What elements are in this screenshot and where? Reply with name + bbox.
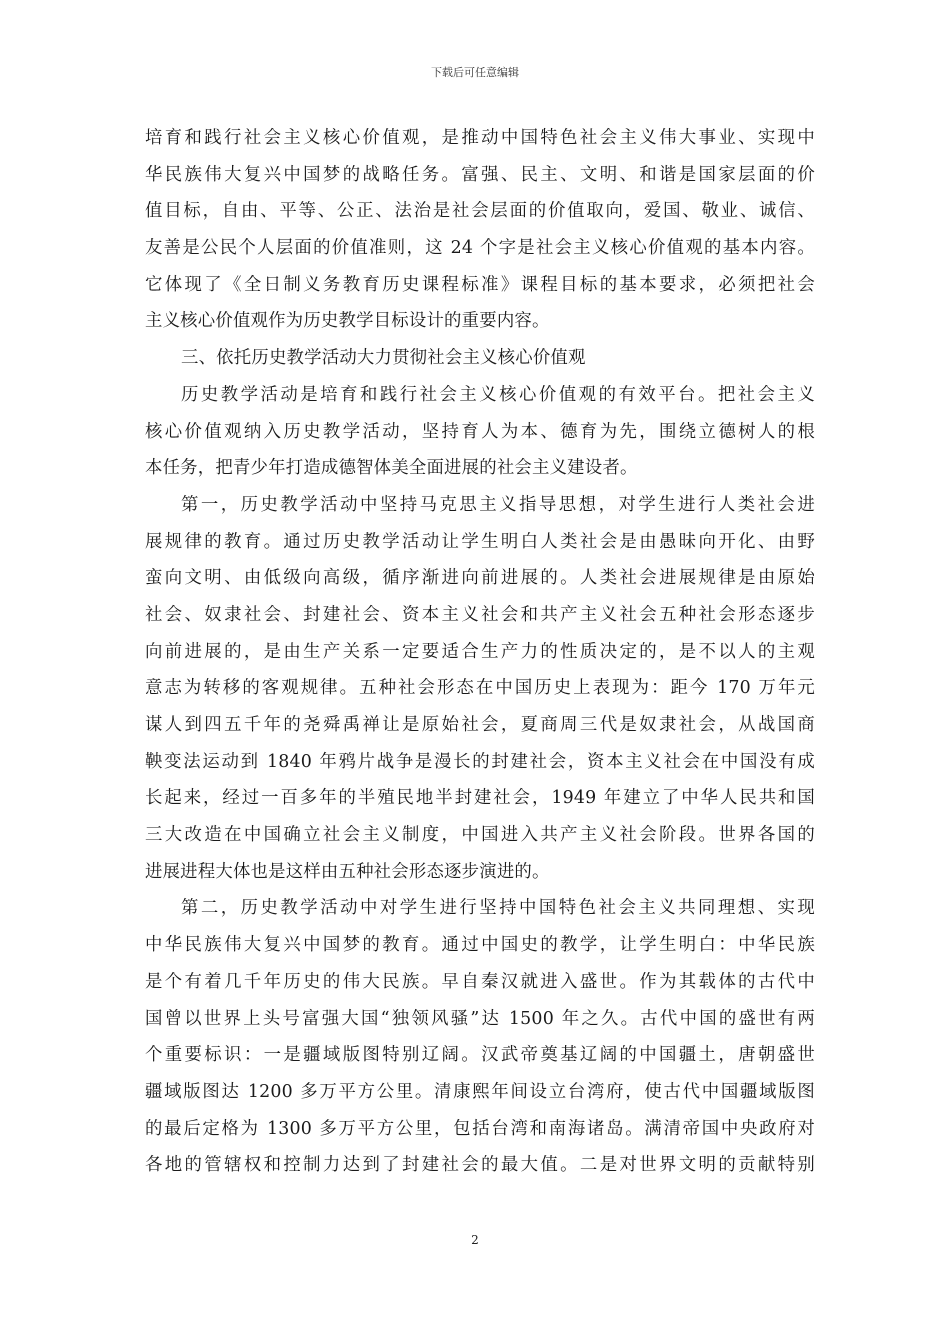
text-line: 值目标，自由、平等、公正、法治是社会层面的价值取向，爱国、敬业、诚信、 (145, 201, 815, 222)
text-line: 的最后定格为 1300 多万平方公里，包括台湾和南海诸岛。满清帝国中央政府对 (145, 1118, 815, 1139)
text-line: 国曾以世界上头号富强大国“独领风骚”达 1500 年之久。古代中国的盛世有两 (145, 1008, 815, 1029)
text-line: 第二，历史教学活动中对学生进行坚持中国特色社会主义共同理想、实现 (181, 898, 815, 919)
text-line: 三、依托历史教学活动大力贯彻社会主义核心价值观 (181, 348, 586, 369)
text-line: 友善是公民个人层面的价值准则，这 24 个字是社会主义核心价值观的基本内容。 (145, 238, 815, 259)
page-header: 下载后可任意编辑 (431, 66, 519, 79)
text-line: 主义核心价值观作为历史教学目标设计的重要内容。 (145, 311, 550, 332)
text-line: 社会、奴隶社会、封建社会、资本主义社会和共产主义社会五种社会形态逐步 (145, 604, 815, 625)
page-number: 2 (471, 1233, 479, 1247)
text-line: 向前进展的，是由生产关系一定要适合生产力的性质决定的，是不以人的主观 (145, 641, 815, 662)
text-line: 中华民族伟大复兴中国梦的教育。通过中国史的教学，让学生明白：中华民族 (145, 935, 815, 956)
text-line: 它体现了《全日制义务教育历史课程标准》课程目标的基本要求，必须把社会 (145, 274, 815, 295)
text-line: 意志为转移的客观规律。五种社会形态在中国历史上表现为：距今 170 万年元 (145, 678, 815, 699)
text-line: 蛮向文明、由低级向高级，循序渐进向前进展的。人类社会进展规律是由原始 (145, 568, 815, 589)
text-line: 个重要标识：一是疆域版图特别辽阔。汉武帝奠基辽阔的中国疆土，唐朝盛世 (145, 1045, 815, 1066)
text-line: 是个有着几千年历史的伟大民族。早自秦汉就进入盛世。作为其载体的古代中 (145, 971, 815, 992)
text-line: 各地的管辖权和控制力达到了封建社会的最大值。二是对世界文明的贡献特别 (145, 1155, 815, 1176)
text-line: 鞅变法运动到 1840 年鸦片战争是漫长的封建社会，资本主义社会在中国没有成 (145, 751, 815, 772)
text-line: 历史教学活动是培育和践行社会主义核心价值观的有效平台。把社会主义 (181, 384, 815, 405)
document-body (145, 120, 815, 1184)
text-line: 三大改造在中国确立社会主义制度，中国进入共产主义社会阶段。世界各国的 (145, 825, 815, 846)
text-line: 展规律的教育。通过历史教学活动让学生明白人类社会是由愚昧向开化、由野 (145, 531, 815, 552)
text-line: 第一，历史教学活动中坚持马克思主义指导思想，对学生进行人类社会进 (181, 494, 815, 515)
text-line: 培育和践行社会主义核心价值观，是推动中国特色社会主义伟大事业、实现中 (145, 128, 815, 148)
text-line: 进展进程大体也是这样由五种社会形态逐步演进的。 (145, 861, 550, 882)
text-line: 华民族伟大复兴中国梦的战略任务。富强、民主、文明、和谐是国家层面的价 (145, 164, 815, 185)
text-line: 长起来，经过一百多年的半殖民地半封建社会，1949 年建立了中华人民共和国 (145, 788, 815, 809)
text-line: 谋人到四五千年的尧舜禹禅让是原始社会，夏商周三代是奴隶社会，从战国商 (145, 715, 815, 735)
text-line: 核心价值观纳入历史教学活动，坚持育人为本、德育为先，围绕立德树人的根 (145, 421, 815, 442)
text-line: 本任务，把青少年打造成德智体美全面进展的社会主义建设者。 (145, 458, 638, 479)
text-line: 疆域版图达 1200 多万平方公里。清康熙年间设立台湾府，使古代中国疆域版图 (145, 1081, 815, 1102)
